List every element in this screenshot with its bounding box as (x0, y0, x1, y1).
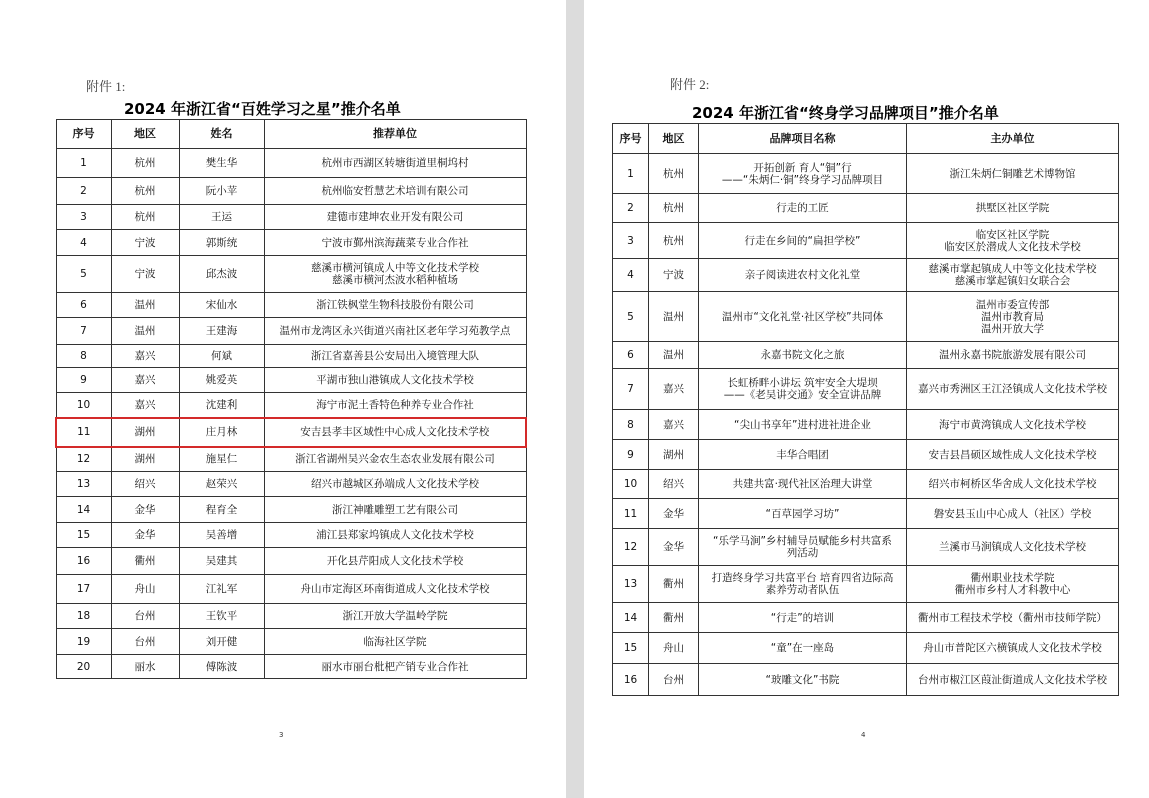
cell-no: 5 (613, 292, 649, 342)
cell-no: 12 (56, 447, 111, 472)
cell-region: 宁波 (649, 259, 699, 292)
cell-unit: 浙江省嘉善县公安局出入境管理大队 (264, 345, 526, 368)
cell-no: 18 (56, 604, 111, 629)
table-row (56, 149, 526, 178)
table-row (613, 499, 1119, 529)
cell-project: “乐学马涧”乡村辅导员赋能乡村共富系 列活动 (699, 529, 907, 566)
cell-no: 13 (613, 566, 649, 603)
cell-unit: 宁波市鄞州滨海蔬菜专业合作社 (264, 230, 526, 256)
cell-project: “玻雕文化”书院 (699, 664, 907, 696)
cell-project: 行走的工匠 (699, 194, 907, 223)
cell-project: 开拓创新 育人“铜”行 ——“朱炳仁·铜”终身学习品牌项目 (699, 154, 907, 194)
cell-no: 8 (56, 345, 111, 368)
table-row (56, 318, 526, 345)
cell-unit: 临海社区学院 (264, 629, 526, 655)
table-row (56, 629, 526, 655)
cell-region: 温州 (111, 293, 179, 318)
cell-host: 衢州市工程技术学校（衢州市技师学院） (907, 603, 1119, 633)
cell-no: 9 (613, 440, 649, 470)
table-row (56, 178, 526, 205)
cell-name: 姚爱英 (179, 368, 264, 393)
cell-unit: 舟山市定海区环南街道成人文化技术学校 (264, 575, 526, 604)
cell-no: 15 (613, 633, 649, 664)
cell-no: 12 (613, 529, 649, 566)
cell-project: 长虹桥畔小讲坛 筑牢安全大堤坝 ——《老吴讲交通》安全宣讲品牌 (699, 369, 907, 410)
cell-no: 4 (613, 259, 649, 292)
cell-name: 王运 (179, 205, 264, 230)
cell-no: 9 (56, 368, 111, 393)
table-row (56, 523, 526, 548)
page-number: 4 (861, 731, 866, 739)
table-row (613, 223, 1119, 259)
table-row (56, 575, 526, 604)
cell-host: 慈溪市掌起镇成人中等文化技术学校 慈溪市掌起镇妇女联合会 (907, 259, 1119, 292)
table-row (56, 472, 526, 497)
header-no: 序号 (56, 120, 111, 149)
page-title: 2024 年浙江省“百姓学习之星”推介名单 (124, 100, 401, 118)
table-row (613, 664, 1119, 696)
cell-region: 金华 (649, 529, 699, 566)
cell-project: 行走在乡间的“扁担学校” (699, 223, 907, 259)
cell-no: 11 (613, 499, 649, 529)
table-row (613, 154, 1119, 194)
brand-project-table (612, 123, 1119, 696)
cell-name: 庄月林 (179, 418, 264, 447)
cell-host: 兰溪市马涧镇成人文化技术学校 (907, 529, 1119, 566)
cell-no: 8 (613, 410, 649, 440)
cell-project: “行走”的培训 (699, 603, 907, 633)
cell-region: 台州 (111, 604, 179, 629)
cell-unit: 慈溪市横河镇成人中等文化技术学校 慈溪市横河杰波水稻种植场 (264, 256, 526, 293)
cell-no: 20 (56, 655, 111, 679)
cell-unit: 杭州临安哲慧艺术培训有限公司 (264, 178, 526, 205)
cell-no: 3 (56, 205, 111, 230)
cell-name: 傅陈波 (179, 655, 264, 679)
cell-unit: 浙江省湖州吴兴金农生态农业发展有限公司 (264, 447, 526, 472)
attachment-label: 附件 2: (670, 77, 710, 92)
cell-project: “童”在一座岛 (699, 633, 907, 664)
page-number: 3 (279, 731, 284, 739)
cell-region: 衢州 (111, 548, 179, 575)
cell-region: 杭州 (111, 149, 179, 178)
cell-no: 10 (56, 393, 111, 418)
page-3 (0, 0, 566, 798)
table-row (56, 447, 526, 472)
cell-region: 温州 (111, 318, 179, 345)
cell-region: 宁波 (111, 256, 179, 293)
table-row (613, 410, 1119, 440)
cell-region: 湖州 (111, 418, 179, 447)
cell-name: 邱杰波 (179, 256, 264, 293)
page-gap (566, 0, 584, 798)
cell-name: 郭斯统 (179, 230, 264, 256)
cell-no: 2 (56, 178, 111, 205)
table-row (56, 293, 526, 318)
cell-no: 14 (56, 497, 111, 523)
header-region: 地区 (111, 120, 179, 149)
cell-region: 湖州 (111, 447, 179, 472)
cell-name: 施星仁 (179, 447, 264, 472)
cell-region: 嘉兴 (111, 393, 179, 418)
cell-name: 樊生华 (179, 149, 264, 178)
cell-region: 绍兴 (111, 472, 179, 497)
cell-name: 吴建其 (179, 548, 264, 575)
cell-unit: 安吉县孝丰区域性中心成人文化技术学校 (264, 418, 526, 447)
cell-no: 1 (56, 149, 111, 178)
cell-unit: 浙江铁枫堂生物科技股份有限公司 (264, 293, 526, 318)
page-title: 2024 年浙江省“终身学习品牌项目”推介名单 (692, 104, 999, 122)
table-row (613, 440, 1119, 470)
table-row (613, 470, 1119, 499)
attachment-label: 附件 1: (86, 79, 126, 94)
cell-no: 4 (56, 230, 111, 256)
cell-name: 王建海 (179, 318, 264, 345)
cell-project: 打造终身学习共富平台 培育四省边际高 素养劳动者队伍 (699, 566, 907, 603)
cell-region: 杭州 (649, 223, 699, 259)
table-row (56, 604, 526, 629)
table-row (613, 529, 1119, 566)
cell-unit: 开化县芹阳成人文化技术学校 (264, 548, 526, 575)
cell-host: 安吉县昌硕区域性成人文化技术学校 (907, 440, 1119, 470)
cell-region: 衢州 (649, 566, 699, 603)
cell-name: 阮小苹 (179, 178, 264, 205)
cell-host: 磐安县玉山中心成人（社区）学校 (907, 499, 1119, 529)
table-row (613, 292, 1119, 342)
cell-host: 台州市椒江区葭沚街道成人文化技术学校 (907, 664, 1119, 696)
cell-host: 衢州职业技术学院 衢州市乡村人才科教中心 (907, 566, 1119, 603)
cell-region: 台州 (649, 664, 699, 696)
table-row-highlighted (56, 418, 526, 447)
cell-region: 湖州 (649, 440, 699, 470)
cell-no: 15 (56, 523, 111, 548)
cell-unit: 浙江神雕雕塑工艺有限公司 (264, 497, 526, 523)
cell-region: 衢州 (649, 603, 699, 633)
cell-no: 2 (613, 194, 649, 223)
cell-host: 绍兴市柯桥区华舍成人文化技术学校 (907, 470, 1119, 499)
cell-region: 金华 (111, 523, 179, 548)
header-unit: 推荐单位 (264, 120, 526, 149)
cell-region: 杭州 (111, 178, 179, 205)
table-row (56, 393, 526, 418)
cell-no: 3 (613, 223, 649, 259)
table-row (56, 205, 526, 230)
cell-region: 杭州 (649, 194, 699, 223)
cell-host: 舟山市普陀区六横镇成人文化技术学校 (907, 633, 1119, 664)
cell-host: 临安区社区学院 临安区於潜成人文化技术学校 (907, 223, 1119, 259)
table-row (56, 497, 526, 523)
cell-region: 金华 (111, 497, 179, 523)
cell-no: 14 (613, 603, 649, 633)
table-row (56, 548, 526, 575)
cell-region: 舟山 (111, 575, 179, 604)
cell-unit: 建德市建坤农业开发有限公司 (264, 205, 526, 230)
cell-unit: 浙江开放大学温岭学院 (264, 604, 526, 629)
cell-no: 16 (613, 664, 649, 696)
table-row (613, 369, 1119, 410)
table-row (613, 259, 1119, 292)
cell-unit: 平湖市独山港镇成人文化技术学校 (264, 368, 526, 393)
cell-no: 6 (613, 342, 649, 369)
cell-no: 1 (613, 154, 649, 194)
cell-name: 江礼军 (179, 575, 264, 604)
table-row (56, 345, 526, 368)
page-4 (584, 0, 1149, 798)
cell-project: 亲子阅读进农村文化礼堂 (699, 259, 907, 292)
cell-no: 19 (56, 629, 111, 655)
header-region: 地区 (649, 124, 699, 154)
cell-host: 温州市委宣传部 温州市教育局 温州开放大学 (907, 292, 1119, 342)
header-host: 主办单位 (907, 124, 1119, 154)
cell-no: 7 (56, 318, 111, 345)
table-row (56, 230, 526, 256)
cell-region: 杭州 (649, 154, 699, 194)
cell-no: 13 (56, 472, 111, 497)
cell-region: 嘉兴 (649, 410, 699, 440)
cell-host: 拱墅区社区学院 (907, 194, 1119, 223)
header-no: 序号 (613, 124, 649, 154)
cell-host: 浙江朱炳仁铜雕艺术博物馆 (907, 154, 1119, 194)
cell-project: 温州市“文化礼堂·社区学校”共同体 (699, 292, 907, 342)
cell-unit: 杭州市西湖区转塘街道里桐坞村 (264, 149, 526, 178)
cell-name: 王钦平 (179, 604, 264, 629)
table-row (613, 603, 1119, 633)
cell-name: 程育全 (179, 497, 264, 523)
cell-no: 17 (56, 575, 111, 604)
cell-unit: 绍兴市越城区孙端成人文化技术学校 (264, 472, 526, 497)
cell-region: 嘉兴 (111, 368, 179, 393)
cell-project: “百草园学习坊” (699, 499, 907, 529)
cell-unit: 海宁市泥土香特色种养专业合作社 (264, 393, 526, 418)
cell-region: 嘉兴 (111, 345, 179, 368)
table-row (613, 342, 1119, 369)
cell-region: 宁波 (111, 230, 179, 256)
table-row (56, 655, 526, 679)
cell-no: 7 (613, 369, 649, 410)
table-row (613, 194, 1119, 223)
cell-project: 永嘉书院文化之旅 (699, 342, 907, 369)
cell-no: 16 (56, 548, 111, 575)
cell-project: “尖山书享年”进村进社进企业 (699, 410, 907, 440)
cell-name: 何斌 (179, 345, 264, 368)
cell-project: 共建共富·现代社区治理大讲堂 (699, 470, 907, 499)
cell-region: 绍兴 (649, 470, 699, 499)
cell-no: 5 (56, 256, 111, 293)
cell-unit: 温州市龙湾区永兴街道兴南社区老年学习苑教学点 (264, 318, 526, 345)
table-row (613, 566, 1119, 603)
header-project: 品牌项目名称 (699, 124, 907, 154)
cell-region: 舟山 (649, 633, 699, 664)
cell-host: 嘉兴市秀洲区王江泾镇成人文化技术学校 (907, 369, 1119, 410)
cell-host: 温州永嘉书院旅游发展有限公司 (907, 342, 1119, 369)
cell-no: 10 (613, 470, 649, 499)
cell-region: 金华 (649, 499, 699, 529)
star-table (55, 119, 527, 679)
cell-region: 杭州 (111, 205, 179, 230)
cell-region: 嘉兴 (649, 369, 699, 410)
cell-unit: 丽水市丽台枇杷产销专业合作社 (264, 655, 526, 679)
cell-name: 吴善增 (179, 523, 264, 548)
table-row (56, 256, 526, 293)
cell-name: 刘开健 (179, 629, 264, 655)
cell-region: 丽水 (111, 655, 179, 679)
cell-host: 海宁市黄湾镇成人文化技术学校 (907, 410, 1119, 440)
header-name: 姓名 (179, 120, 264, 149)
cell-name: 沈建利 (179, 393, 264, 418)
table-header-row (56, 120, 526, 149)
cell-name: 宋仙水 (179, 293, 264, 318)
cell-region: 台州 (111, 629, 179, 655)
cell-no: 6 (56, 293, 111, 318)
table-row (613, 633, 1119, 664)
table-header-row (613, 124, 1119, 154)
cell-name: 赵荣兴 (179, 472, 264, 497)
cell-unit: 浦江县郑家坞镇成人文化技术学校 (264, 523, 526, 548)
cell-region: 温州 (649, 292, 699, 342)
cell-region: 温州 (649, 342, 699, 369)
cell-no: 11 (56, 418, 111, 447)
cell-project: 丰华合唱团 (699, 440, 907, 470)
table-row (56, 368, 526, 393)
